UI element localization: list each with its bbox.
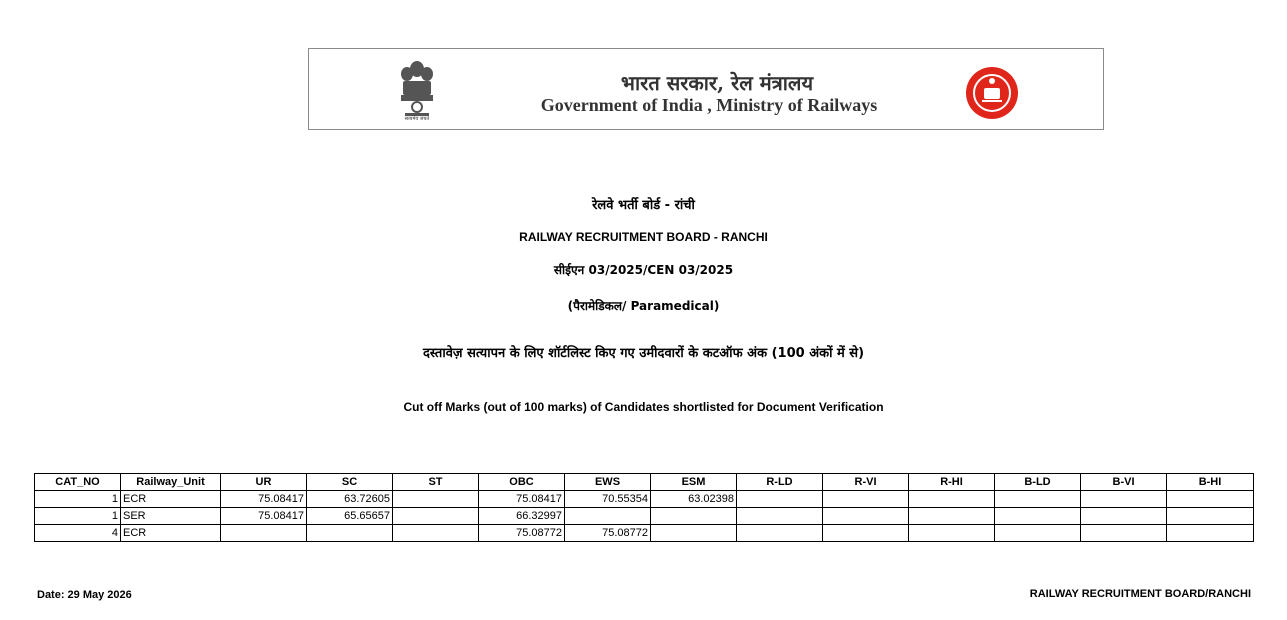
post-category: (पैरामेडिकल/ Paramedical) — [567, 299, 720, 313]
column-header: Railway_Unit — [121, 474, 221, 491]
column-header: ST — [393, 474, 479, 491]
table-cell: 63.72605 — [307, 491, 393, 508]
national-emblem-icon — [395, 57, 439, 123]
table-cell — [565, 508, 651, 525]
ministry-title-hindi: भारत सरकार, रेल मंत्रालय — [620, 71, 814, 95]
header-banner — [308, 48, 1104, 130]
table-cell: ECR — [121, 491, 221, 508]
table-cell — [1167, 491, 1254, 508]
subject-english: Cut off Marks (out of 100 marks) of Candidates shortlisted for Document Verification — [403, 400, 884, 414]
table-cell — [651, 508, 737, 525]
table-cell — [737, 508, 823, 525]
column-header: B-HI — [1167, 474, 1254, 491]
table-cell — [995, 525, 1081, 542]
table-cell — [651, 525, 737, 542]
column-header: ESM — [651, 474, 737, 491]
board-name-english: RAILWAY RECRUITMENT BOARD - RANCHI — [519, 230, 768, 244]
table-cell: 75.08417 — [221, 491, 307, 508]
column-header: R-LD — [737, 474, 823, 491]
table-cell — [737, 491, 823, 508]
table-cell: 1 — [35, 508, 121, 525]
table-cell: 75.08772 — [565, 525, 651, 542]
table-cell: 63.02398 — [651, 491, 737, 508]
table-cell — [909, 491, 995, 508]
table-row — [35, 508, 1254, 525]
issuing-authority: RAILWAY RECRUITMENT BOARD/RANCHI — [1029, 588, 1251, 600]
table-row — [35, 491, 1254, 508]
issue-date: Date: 29 May 2026 — [37, 589, 132, 601]
column-header: OBC — [479, 474, 565, 491]
table-cell: 65.65657 — [307, 508, 393, 525]
table-cell: 1 — [35, 491, 121, 508]
emblem-caption: सत्यमेव जयते — [404, 116, 430, 122]
table-cell — [995, 491, 1081, 508]
column-header: R-HI — [909, 474, 995, 491]
column-header: EWS — [565, 474, 651, 491]
column-header: B-VI — [1081, 474, 1167, 491]
table-cell — [1081, 491, 1167, 508]
table-cell — [1167, 525, 1254, 542]
table-cell — [737, 525, 823, 542]
table-cell: 70.55354 — [565, 491, 651, 508]
table-cell: SER — [121, 508, 221, 525]
table-cell: ECR — [121, 525, 221, 542]
table-cell — [823, 525, 909, 542]
table-cell — [909, 508, 995, 525]
table-cell — [1081, 525, 1167, 542]
cutoff-table — [34, 473, 1254, 542]
board-name-hindi: रेलवे भर्ती बोर्ड - रांची — [592, 198, 695, 213]
table-cell: 75.08417 — [479, 491, 565, 508]
table-cell — [221, 525, 307, 542]
table-cell — [393, 508, 479, 525]
table-cell: 75.08417 — [221, 508, 307, 525]
column-header: SC — [307, 474, 393, 491]
table-cell — [823, 491, 909, 508]
table-cell — [995, 508, 1081, 525]
table-header-row — [35, 474, 1254, 491]
table-cell — [393, 525, 479, 542]
column-header: R-VI — [823, 474, 909, 491]
table-cell: 66.32997 — [479, 508, 565, 525]
table-cell — [393, 491, 479, 508]
table-cell — [1167, 508, 1254, 525]
table-cell — [1081, 508, 1167, 525]
indian-railways-logo-icon — [965, 66, 1019, 120]
table-cell — [909, 525, 995, 542]
subject-hindi: दस्तावेज़ सत्यापन के लिए शॉर्टलिस्ट किए गए उमीदवारों के कटऑफ अंक (100 अंकों में से) — [422, 346, 865, 361]
table-cell — [307, 525, 393, 542]
table-cell: 4 — [35, 525, 121, 542]
column-header: B-LD — [995, 474, 1081, 491]
ministry-title-english: Government of India , Ministry of Railways — [540, 95, 878, 115]
column-header: CAT_NO — [35, 474, 121, 491]
table-cell — [823, 508, 909, 525]
table-cell: 75.08772 — [479, 525, 565, 542]
column-header: UR — [221, 474, 307, 491]
table-row — [35, 525, 1254, 542]
cen-number: सीईएन 03/2025/CEN 03/2025 — [553, 263, 734, 277]
